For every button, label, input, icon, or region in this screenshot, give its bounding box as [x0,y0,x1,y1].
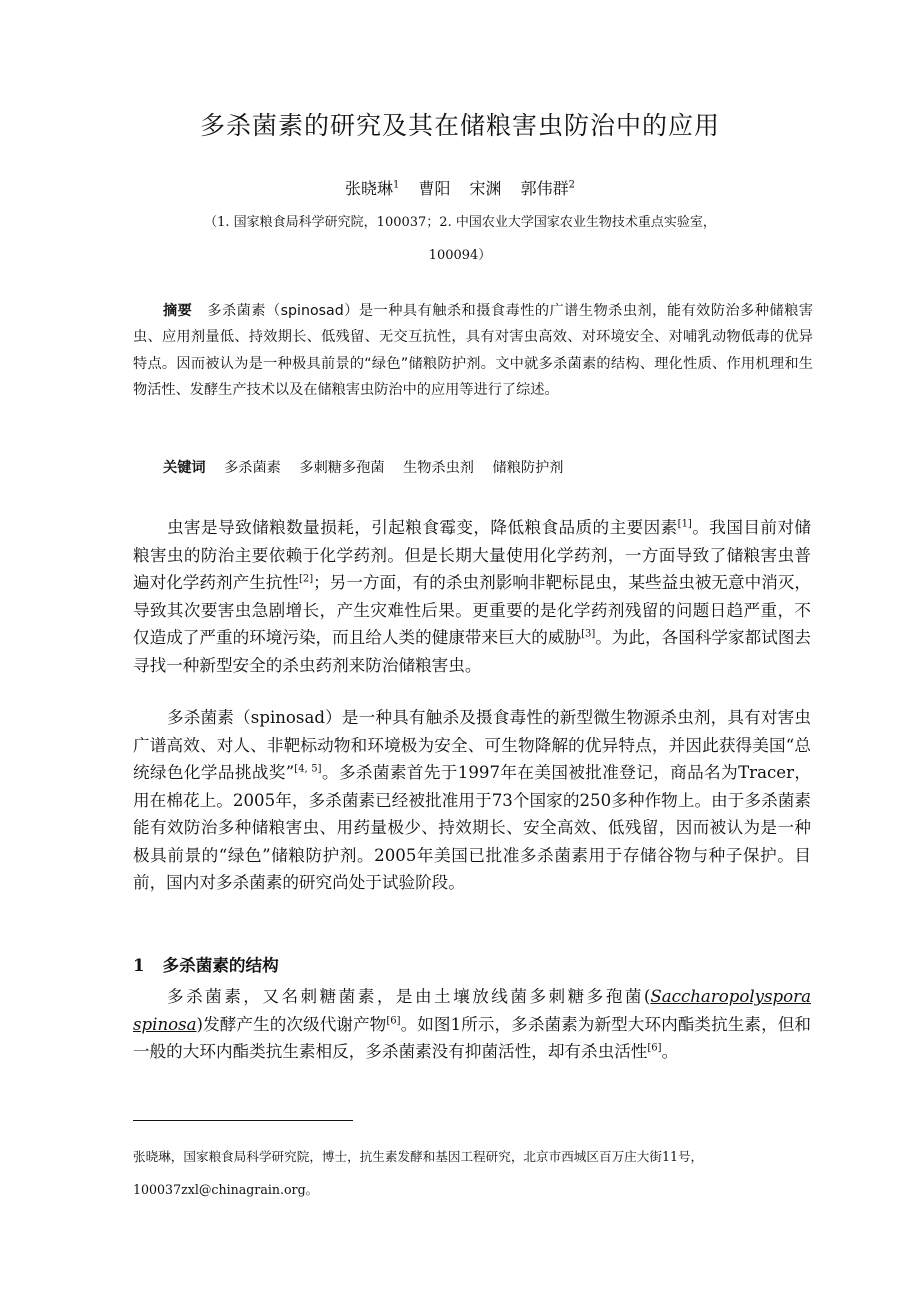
citation: [3] [581,628,596,640]
body-paragraph: 多杀菌素，又名刺糖菌素，是由土壤放线菌多刺糖多孢菌(Saccharopolyspora spinosa)发酵产生的次级代谢产物[6]。如图1所示，多杀菌素为新型大环内酯类抗生素，但和一般的大环内酯类抗生素相反，多杀菌素没有抑菌活性，却有杀虫活性[6]。 [133,987,811,1061]
body-paragraph: 虫害是导致储粮数量损耗，引起粮食霉变，降低粮食品质的主要因素[1]。我国目前对储粮害虫的防治主要依赖于化学药剂。但是长期大量使用化学药剂，一方面导致了储粮害虫普遍对化学药剂产生抗性[2]；另一方面，有的杀虫剂影响非靶标昆虫，某些益虫被无意中消灭，导致其次要害虫急剧增长，产生灾难性后果。更重要的是化学药剂残留的问题日趋严重，不仅造成了严重的环境污染，而且给人类的健康带来巨大的威胁[3]。为此，各国科学家都试图去寻找一种新型安全的杀虫药剂来防治储粮害虫。 [133,518,812,675]
footnote-divider [133,1120,353,1121]
species-name: Saccharopolyspora spinosa [133,987,811,1034]
citation: [6] [647,1042,662,1054]
paper-title: 多杀菌素的研究及其在储粮害虫防治中的应用 [199,111,720,140]
affiliation-line: （1. 国家粮食局科学研究院，100037；2. 中国农业大学国家农业生物技术重点实验室， [204,215,716,230]
author: 宋渊 [469,179,502,198]
abstract-label: 摘要 [163,303,193,319]
keywords-label: 关键词 [163,460,206,476]
citation: [4, 5] [294,763,322,775]
footnote: 张晓琳，国家粮食局科学研究院，博士，抗生素发酵和基因工程研究，北京市西城区百万庄大街11号，100037zxl@chinagrain.org。 [133,1149,704,1197]
keyword: 多刺糖多孢菌 [299,460,385,476]
keyword: 储粮防护剂 [492,460,564,476]
citation: [2] [298,573,314,585]
citation: [6] [386,1014,401,1026]
citation: [1] [677,518,692,530]
section-title: 多杀菌素的结构 [162,955,279,975]
body-paragraph: 多杀菌素（spinosad）是一种具有触杀及摄食毒性的新型微生物源杀虫剂，具有对害虫广谱高效、对人、非靶标动物和环境极为安全、可生物降解的优异特点，并因此获得美国“总统绿色化学品挑战奖”[4, 5]。多杀菌素首先于1997年在美国被批准登记，商品名为Tracer，用在棉花上。2005年，多杀菌素已经被批准用于73个国家的250多种作物上。由于多杀菌素能有效防治多种储粮害虫、用药量极少、持效期长、安全高效、低残留，因而被认为是一种极具前景的“绿色”储粮防护剂。2005年美国已批准多杀菌素用于存储谷物与种子保护。目前，国内对多杀菌素的研究尚处于试验阶段。 [133,708,812,892]
keyword: 多杀菌素 [224,460,281,476]
author: 曹阳 [418,179,451,198]
section-heading [133,952,279,976]
abstract-text: 多杀菌素（spinosad）是一种具有触杀和摄食毒性的广谱生物杀虫剂，能有效防治多种储粮害虫、应用剂量低、持效期长、低残留、无交互抗性，具有对害虫高效、对环境安全、对哺乳动物低毒的优异特点。因而被认为是一种极具前景的“绿色”储粮防护剂。文中就多杀菌素的结构、理化性质、作用机理和生物活性、发酵生产技术以及在储粮害虫防治中的应用等进行了综述。 [133,303,814,399]
section-number: 1 [133,955,145,975]
keyword: 生物杀虫剂 [403,460,474,476]
author: 郭伟群$^2$ [520,179,576,198]
affiliation-line: 100094） [428,248,492,263]
author-list [0,176,920,199]
keywords [163,457,577,477]
author: 张晓琳$^1$ [344,179,400,198]
abstract [133,298,813,404]
